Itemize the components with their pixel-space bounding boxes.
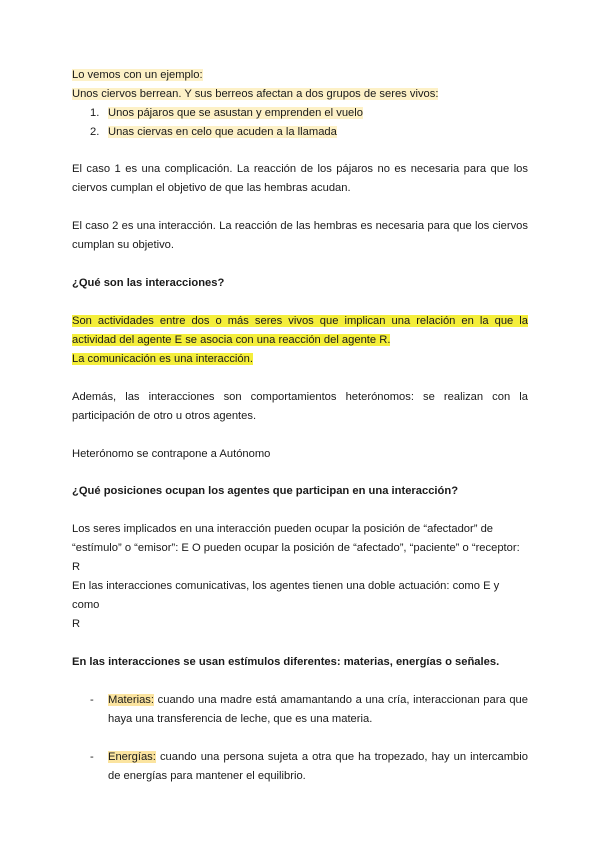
example-item-1-text: Unos pájaros que se asustan y emprenden el vuelo xyxy=(108,107,363,119)
section-1-heading: ¿Qué son las interacciones? xyxy=(72,277,225,289)
stimuli-item-materias xyxy=(72,691,528,729)
intro-line-1-text: Lo vemos con un ejemplo: xyxy=(72,69,203,81)
intro-line-2 xyxy=(72,85,528,104)
stimuli-item-energias xyxy=(72,748,528,786)
intro-line-1 xyxy=(72,66,528,85)
section-3-heading: En las interacciones se usan estímulos diferentes: materias, energías o señales. xyxy=(72,656,500,668)
heteronomo-line: Heterónomo se contrapone a Autónomo xyxy=(72,448,271,460)
section-2-heading: ¿Qué posiciones ocupan los agentes que participan en una interacción? xyxy=(72,485,459,497)
example-item-2-text: Unas ciervas en celo que acuden a la llamada xyxy=(108,126,337,138)
example-item-1 xyxy=(72,104,528,123)
dash-bullet: - xyxy=(90,694,94,706)
stimuli-list xyxy=(72,691,528,729)
positions-line-3: En las interacciones comunicativas, los agentes tienen una doble actuación: como E y como xyxy=(72,580,500,611)
case-2-paragraph: El caso 2 es una interacción. La reacción de las hembras es necesaria para que los ciervos cumplan su objetivo. xyxy=(72,220,528,251)
example-list xyxy=(72,104,528,142)
positions-line-1: Los seres implicados en una interacción pueden ocupar la posición de “afectador” de xyxy=(72,523,494,535)
example-item-1-number: 1. xyxy=(90,107,100,119)
positions-line-2: “estímulo” o “emisor”: E O pueden ocupar la posición de “afectado”, “paciente” o “receptor: R xyxy=(72,542,520,573)
stimuli-term-energias: Energías: xyxy=(108,751,156,763)
stimuli-text-materias: cuando una madre está amamantando a una cría, interaccionan para que haya una transferencia de leche, que es una materia. xyxy=(108,694,528,725)
definition-text: Son actividades entre dos o más seres vivos que implican una relación en la que la actividad del agente E se asocia con una reacción del agente R. xyxy=(72,315,528,346)
dash-bullet: - xyxy=(90,751,94,763)
example-item-2-number: 2. xyxy=(90,126,100,138)
stimuli-text-energias: cuando una persona sujeta a otra que ha tropezado, hay un intercambio de energías para mantener el equilibrio. xyxy=(108,751,528,782)
case-1-paragraph: El caso 1 es una complicación. La reacción de los pájaros no es necesaria para que los ciervos cumplan el objetivo de que las hembras acudan. xyxy=(72,163,528,194)
intro-line-2-text: Unos ciervos berrean. Y sus berreos afectan a dos grupos de seres vivos: xyxy=(72,88,439,100)
stimuli-list-2 xyxy=(72,748,528,786)
definition-paragraph xyxy=(72,312,528,350)
stimuli-term-materias: Materias: xyxy=(108,694,155,706)
ademas-paragraph: Además, las interacciones son comportamientos heterónomos: se realizan con la participación de otro u otros agentes. xyxy=(72,391,528,422)
example-item-2 xyxy=(72,123,528,142)
document-page xyxy=(72,66,528,786)
positions-line-4: R xyxy=(72,618,81,630)
communication-text: La comunicación es una interacción. xyxy=(72,353,253,365)
communication-line xyxy=(72,350,528,369)
